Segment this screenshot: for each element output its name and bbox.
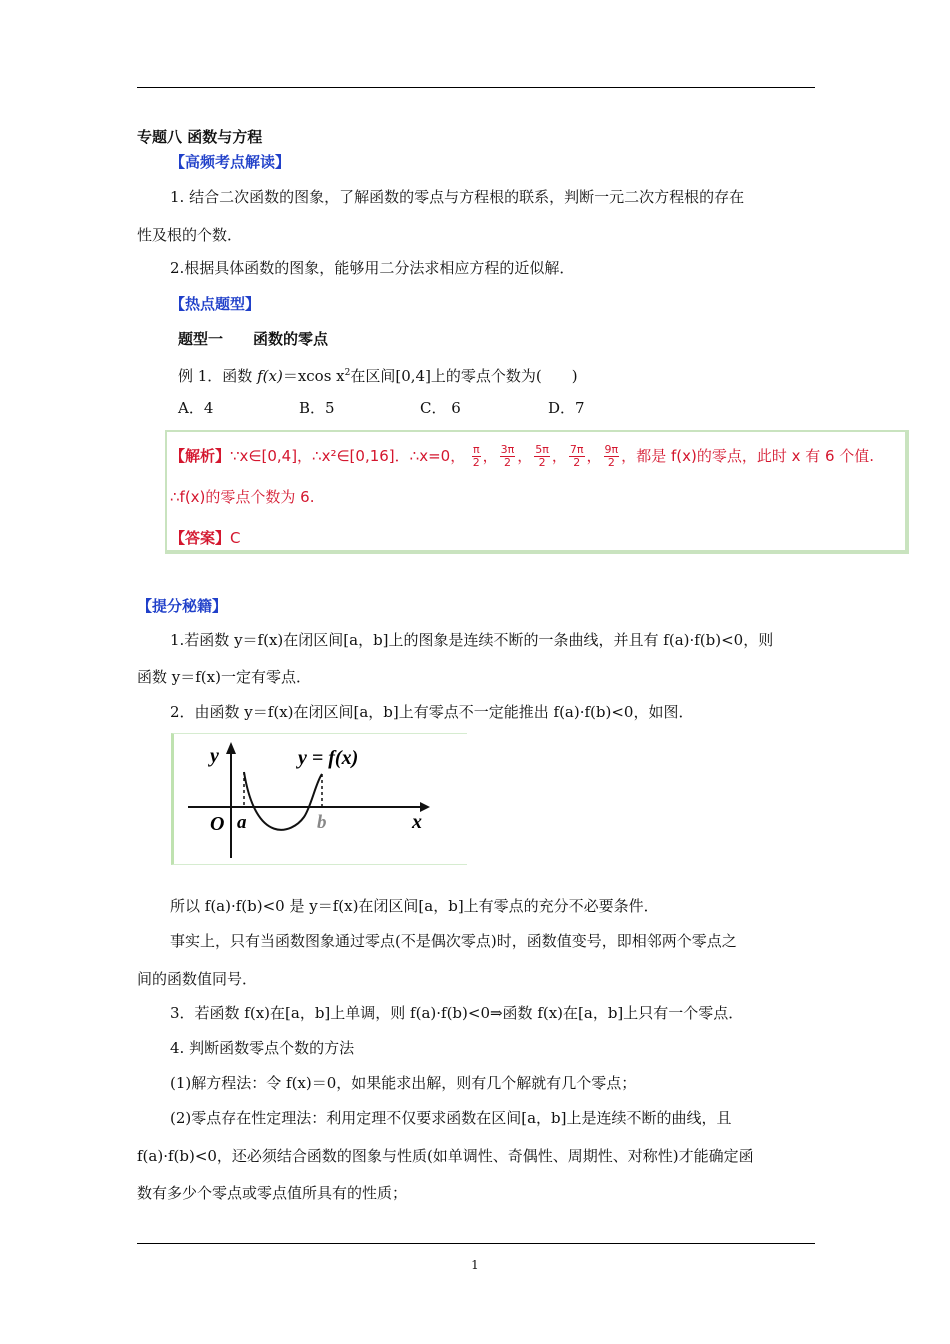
section-tips-heading: 【提分秘籍】	[137, 597, 228, 615]
example-fx: f(x)	[257, 367, 283, 385]
example-1	[178, 363, 578, 386]
option-b: B．5	[299, 399, 335, 417]
y-axis-arrow	[226, 742, 236, 754]
tip-4: 4. 判断函数零点个数的方法	[170, 1039, 355, 1057]
example-eq: ＝xcos x	[282, 367, 345, 385]
freq-item-1b: 性及根的个数．	[137, 226, 243, 244]
option-c: C． 6	[420, 399, 461, 417]
answer-value: C	[230, 529, 241, 547]
fraction-3pi-over-2: $\frac{3\pi}{2}$	[500, 443, 515, 469]
answer-label: 【答案】	[170, 529, 231, 547]
analysis-line-1: 【解析】∵x∈[0,4]，∴x²∈[0,16]．∴x=0， $\frac{\pi}{2}$ ， $\frac{3\pi}{2}$ ， $\frac{5\pi}{2}$ ， $\frac{7\pi}{2}$ ， $\frac{9\pi}{2}$ ，都是 f(x)的零点，此时 x 有 6 个值.	[170, 443, 875, 469]
section-hot-heading: 【热点题型】	[170, 295, 261, 313]
fraction-5pi-over-2: $\frac{5\pi}{2}$	[535, 443, 549, 469]
tip-2-conclusion: 所以 f(a)·f(b)<0 是 y＝f(x)在闭区间[a，b]上有零点的充分不必要条件．	[170, 897, 659, 915]
analysis-label: 【解析】	[170, 447, 231, 465]
fraction-pi-over-2: $\frac{\pi}{2}$	[472, 443, 480, 469]
fraction-7pi-over-2: $\frac{7\pi}{2}$	[569, 443, 584, 469]
page-heading: 专题八 函数与方程	[137, 128, 263, 146]
option-a: A．4	[178, 399, 214, 417]
type-one-heading: 题型一 函数的零点	[178, 330, 329, 348]
tip-2-fact-a: 事实上，只有当函数图象通过零点(不是偶次零点)时，函数值变号，即相邻两个零点之	[170, 932, 737, 950]
example-sup: 2	[344, 368, 351, 378]
analysis-text-1: ∵x∈[0,4]，∴x²∈[0,16]．∴x=0，	[230, 447, 466, 465]
section-freq-heading: 【高频考点解读】	[170, 153, 291, 171]
footer-rule	[137, 1243, 815, 1244]
answer-line	[170, 528, 241, 548]
fraction-9pi-over-2: $\frac{9\pi}{2}$	[604, 443, 619, 469]
option-d: D．7	[548, 399, 585, 417]
analysis-line-2: ∴f(x)的零点个数为 6.	[170, 488, 315, 506]
freq-item-2: 2.根据具体函数的图象，能够用二分法求相应方程的近似解．	[170, 259, 575, 277]
example-prefix: 例 1．函数	[178, 367, 258, 385]
header-rule	[137, 87, 815, 88]
page-number: 1	[471, 1258, 479, 1272]
tip-1a: 1.若函数 y＝f(x)在闭区间[a，b]上的图象是连续不断的一条曲线，并且有 f(a)·f(b)<0，则	[170, 631, 774, 649]
tip-4-2c: 数有多少个零点或零点值所具有的性质；	[137, 1184, 408, 1202]
b-label: b	[317, 812, 327, 833]
tip-4-1: (1)解方程法：令 f(x)＝0，如果能求出解，则有几个解就有几个零点；	[170, 1074, 637, 1092]
tip-2-fact-b: 间的函数值同号．	[137, 970, 258, 988]
freq-item-1a: 1. 结合二次函数的图象，了解函数的零点与方程根的联系，判断一元二次方程根的存在	[170, 188, 745, 206]
analysis-text-2: 都是 f(x)的零点，此时 x 有 6 个值.	[636, 447, 875, 465]
function-curve	[244, 772, 322, 830]
function-graph	[174, 734, 466, 864]
tip-1b: 函数 y＝f(x)一定有零点．	[137, 668, 311, 686]
tip-2: 2．由函数 y＝f(x)在闭区间[a，b]上有零点不一定能推出 f(a)·f(b)<0，如图．	[170, 703, 694, 721]
tip-4-2a: (2)零点存在性定理法：利用定理不仅要求函数在区间[a，b]上是连续不断的曲线，且	[170, 1109, 732, 1127]
a-label: a	[237, 812, 247, 833]
tip-4-2b: f(a)·f(b)<0，还必须结合函数的图象与性质(如单调性、奇偶性、周期性、对称性)才能确定函	[137, 1147, 754, 1165]
tip-3: 3．若函数 f(x)在[a，b]上单调，则 f(a)·f(b)<0⇒函数 f(x)在[a，b]上只有一个零点．	[170, 1004, 744, 1022]
x-label: x	[412, 811, 422, 833]
example-suffix: 在区间[0,4]上的零点个数为( )	[350, 367, 578, 385]
origin-label: O	[210, 813, 225, 835]
y-label: y	[210, 745, 219, 767]
curve-label: y = f(x)	[298, 747, 359, 769]
zero-point-figure	[171, 733, 467, 865]
